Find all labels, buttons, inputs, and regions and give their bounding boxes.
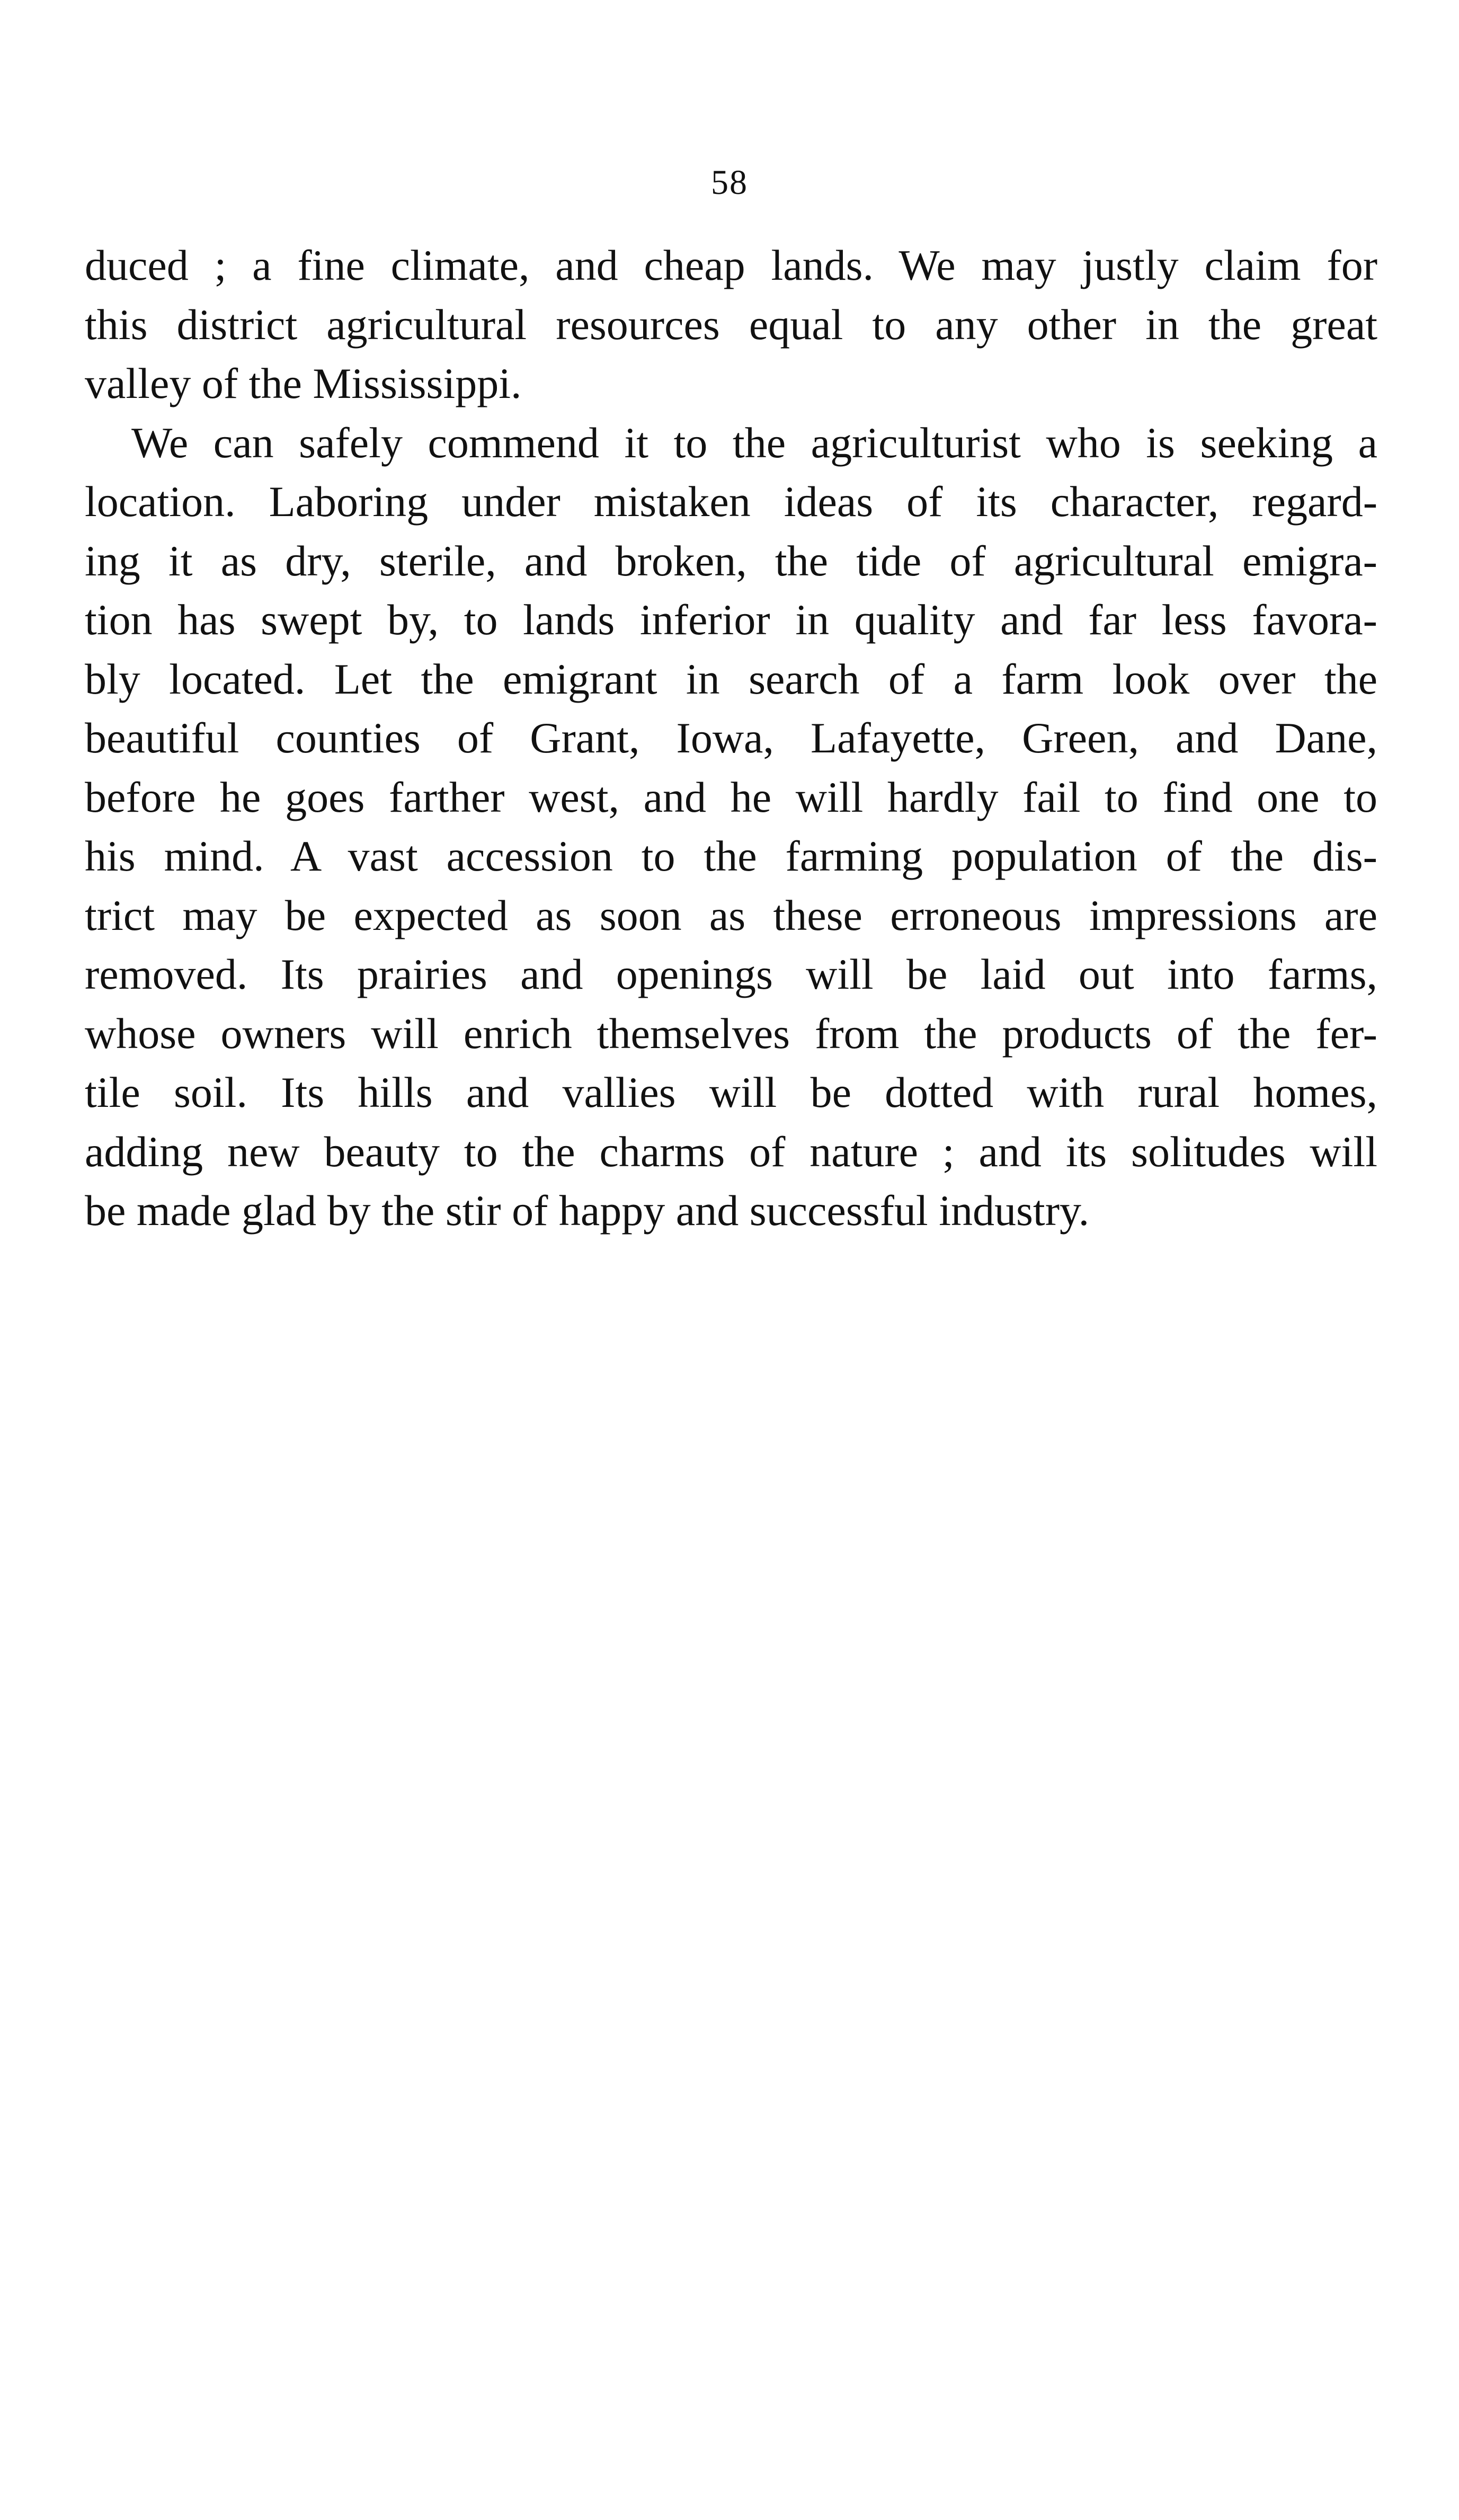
text-line: ing it as dry, sterile, and broken, the tide of agricultural emigra- bbox=[85, 536, 1377, 585]
text-line: valley of the Mississippi. bbox=[85, 359, 522, 407]
text-line: duced ; a fine climate, and cheap lands. We may justly claim for bbox=[85, 241, 1377, 289]
text-line: tile soil. Its hills and vallies will be dotted with rural homes, bbox=[85, 1068, 1377, 1116]
text-line: before he goes farther west, and he will hardly fail to find one to bbox=[85, 773, 1377, 821]
text-line: his mind. A vast accession to the farming population of the dis- bbox=[85, 832, 1377, 880]
text-line: We can safely commend it to the agriculturist who is seeking a bbox=[131, 418, 1377, 467]
text-line: bly located. Let the emigrant in search of a farm look over the bbox=[85, 654, 1377, 703]
body-text bbox=[85, 236, 1377, 1240]
text-line: this district agricultural resources equal to any other in the great bbox=[85, 300, 1377, 349]
page-number: 58 bbox=[711, 163, 748, 202]
text-line: beautiful counties of Grant, Iowa, Lafayette, Green, and Dane, bbox=[85, 714, 1377, 762]
text-line: tion has swept by, to lands inferior in quality and far less favora- bbox=[85, 596, 1377, 644]
text-line: adding new beauty to the charms of nature ; and its solitudes will bbox=[85, 1127, 1377, 1176]
text-line: removed. Its prairies and openings will be laid out into farms, bbox=[85, 950, 1377, 998]
text-line: trict may be expected as soon as these erroneous impressions are bbox=[85, 891, 1377, 939]
text-line: whose owners will enrich themselves from the products of the fer- bbox=[85, 1009, 1377, 1058]
text-line: be made glad by the stir of happy and successful industry. bbox=[85, 1186, 1090, 1235]
text-line: location. Laboring under mistaken ideas of its character, regard- bbox=[85, 477, 1377, 526]
